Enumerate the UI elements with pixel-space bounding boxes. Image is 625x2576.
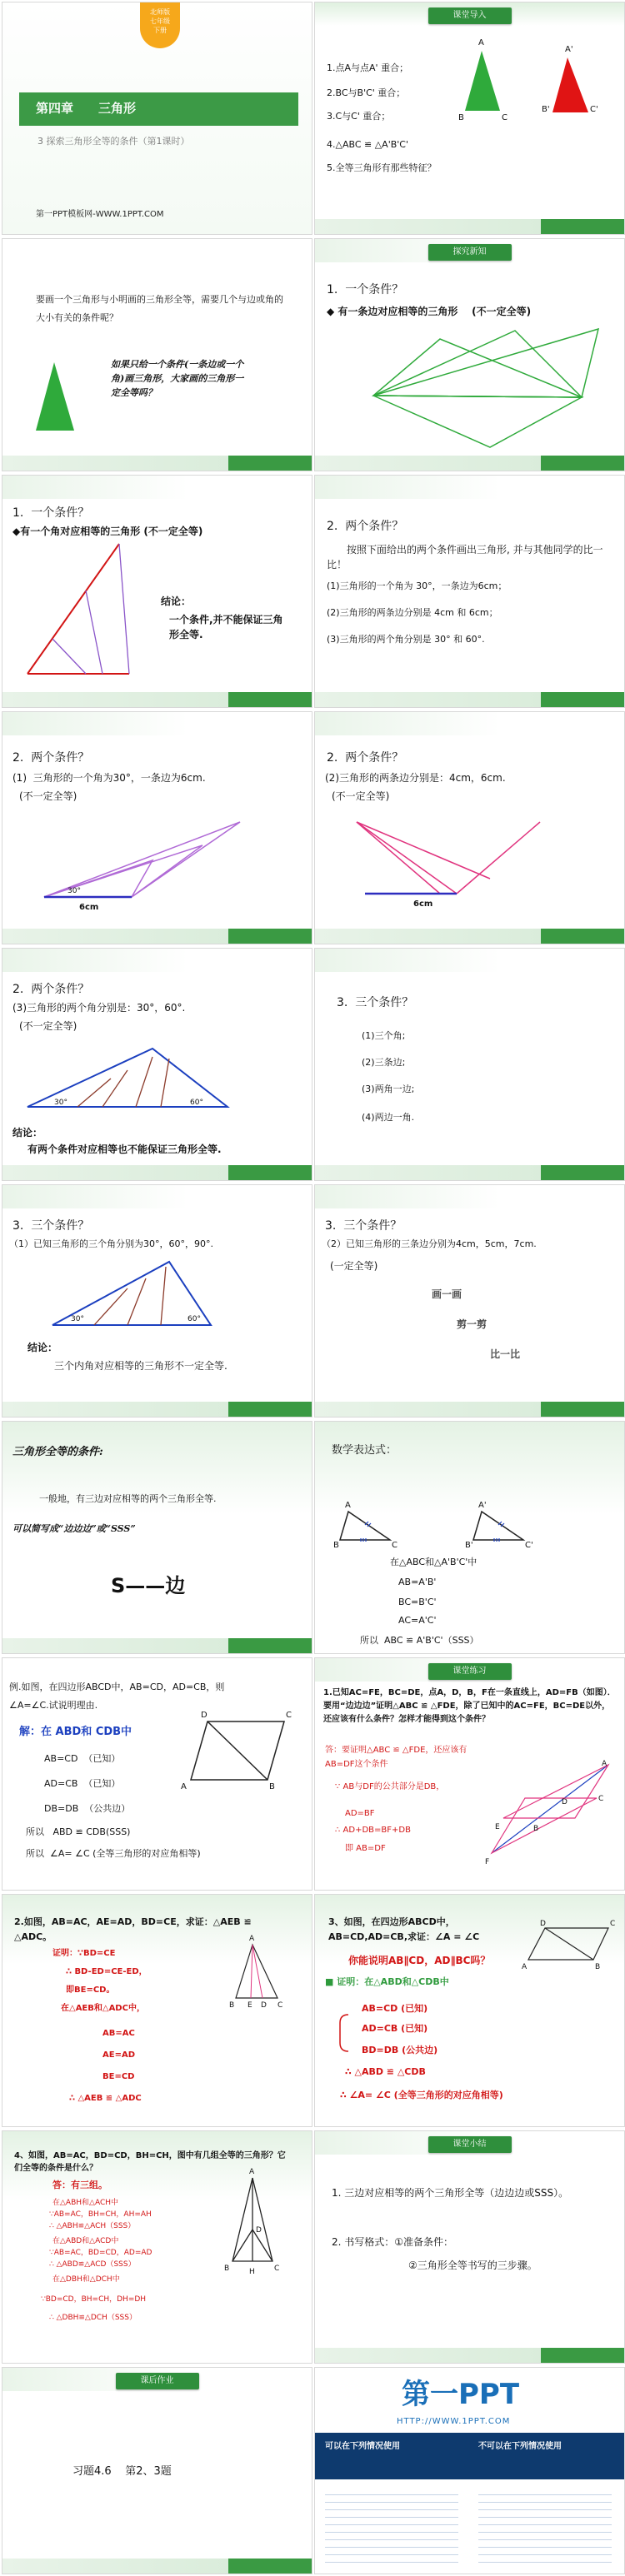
practice-3-proof-2: AD=CB (已知): [362, 2023, 428, 2034]
practice-4-answer-2: ∵AB=AC，BH=CH，AH=AH: [49, 2210, 152, 2219]
conclusion-label: 结论：: [161, 595, 192, 607]
footer-text: 第一PPT模板网-WWW.1PPT.COM: [36, 210, 164, 219]
label-b: B: [458, 113, 464, 122]
tag-practice: 课堂练习: [428, 1663, 512, 1680]
heading-two-conditions: 2. 两个条件？: [327, 520, 404, 533]
expr-line-4: AC=A'C': [398, 1615, 437, 1626]
label-b2: B': [465, 1541, 473, 1550]
chapter-title: 第四章 三角形: [36, 101, 137, 116]
practice-1-problem: 1.已知AC=FE，BC=DE，点A，D，B，F在一条直线上，AD=FB（如图）．要用“边边边”证明△ABC ≌ △FDE，除了已知中的AC=FE，BC=DE以外，还应该有什么条件？怎样才能得到这个条件？: [323, 1688, 616, 1724]
label-c: C: [610, 1920, 616, 1928]
two-angles-text: (3)三角形的两个角分别是：30°，60°.: [12, 1002, 186, 1014]
two-conditions-intro: 按照下面给出的两个条件画出三角形, 并与其他同学的比一比！: [327, 544, 603, 571]
three-item-2: (2)三条边;: [362, 1057, 406, 1068]
conclusion-text: 一个条件,并不能保证三角形全等.: [169, 614, 283, 640]
slide-math-expression: [314, 1421, 625, 1654]
heading-one-condition: 1. 一个条件？: [327, 283, 404, 296]
question-text: 要画一个三角形与小明画的三角形全等，需要几个与边或角的大小有关的条件呢？: [36, 294, 283, 323]
tag-homework: 课后作业: [116, 2373, 199, 2389]
slide-practice-2: [2, 1894, 312, 2127]
two-sides-figure: [315, 712, 625, 944]
label-d: D: [201, 1711, 208, 1720]
practice-4-answer-0: 答：有三组。: [52, 2180, 108, 2190]
slide-practice-4: [2, 2130, 312, 2364]
one-angle-text: ◆有一个角对应相等的三角形 (不一定全等): [12, 526, 203, 537]
practice-3-proof-4: ∴ △ABD ≌ △CDB: [345, 2066, 426, 2077]
summary-line-2: 2. 书写格式：①准备条件：: [332, 2236, 454, 2248]
practice-4-answer-9: ∴ △DBH≌△DCH（SSS）: [49, 2314, 137, 2322]
slide-two-sides: [314, 711, 625, 944]
angle-30-b: 30°: [71, 1315, 84, 1323]
practice-4-answer-7: 在△DBH和△DCH中: [52, 2275, 120, 2284]
label-f: F: [485, 1858, 490, 1866]
slide-question: [2, 238, 312, 471]
three-sides-note: (一定全等): [330, 1260, 378, 1272]
slide-sss-rule: [2, 1421, 312, 1654]
angle-label: 30°: [68, 887, 81, 895]
practice-4-answer-4: 在△ABD和△ACD中: [52, 2237, 119, 2245]
three-sides-text: （2）已知三角形的三条边分别为4cm，5cm，7cm.: [322, 1238, 537, 1249]
slide-practice-1: [314, 1657, 625, 1891]
angle-side-figure: [2, 712, 312, 944]
three-item-4: (4)两边一角.: [362, 1112, 415, 1123]
label-h: H: [249, 2268, 255, 2276]
heading-two-1: 2. 两个条件？: [12, 751, 90, 765]
slide-three-angles: [2, 1184, 312, 1418]
slide-two-angles: [2, 948, 312, 1181]
expr-line-1: 在△ABC和△A'B'C'中: [390, 1557, 478, 1567]
intro-line-5: 5.全等三角形有那些特征？: [327, 162, 437, 173]
label-d: D: [256, 2226, 262, 2235]
slide-title: [2, 2, 312, 235]
slide-three-sides: [314, 1184, 625, 1418]
slide-angle-side: [2, 711, 312, 944]
slide-intro: [314, 2, 625, 235]
logo-url: HTTP://WWW.1PPT.COM: [397, 2417, 511, 2426]
badge-text: 北师版 七年级 下册: [150, 8, 170, 34]
practice-4-problem: 4、如图，AB=AC，BD=CD，BH=CH，图中有几组全等的三角形？它们全等的条件是什么？: [14, 2151, 286, 2173]
two-angles-note: (不一定全等): [19, 1020, 78, 1032]
practice-2-proof-2: 即BE=CD。: [66, 1986, 115, 1995]
intro-line-4: 4.△ABC ≌ △A'B'C': [327, 139, 409, 150]
slide-one-side: [314, 238, 625, 471]
label-a: A: [249, 2168, 255, 2176]
practice-2-proof-0: 证明：∵BD=CE: [52, 1949, 116, 1958]
conclusion-label-3: 结论：: [28, 1342, 58, 1353]
expr-heading: 数学表达式：: [332, 1444, 398, 1457]
heading-three: 3. 三个条件？: [337, 996, 414, 1009]
action-compare: 比一比: [490, 1348, 521, 1360]
label-b: B: [229, 2001, 235, 2010]
intro-line-2: 2.BC与B'C' 重合；: [327, 87, 406, 98]
tag-summary: 课堂小结: [428, 2136, 512, 2153]
conclusion-text-2: 有两个条件对应相等也不能保证三角形全等.: [28, 1144, 222, 1155]
intro-triangles: [315, 2, 625, 235]
action-cut: 剪一剪: [457, 1318, 488, 1330]
link-list-2: [478, 2488, 612, 2564]
label-c: C: [278, 2001, 283, 2010]
heading-one-condition-2: 1. 一个条件？: [12, 506, 90, 520]
angle-side-text: (1) 三角形的一个角为30°，一条边为6cm.: [12, 772, 206, 784]
three-angles-text: （1）已知三角形的三个角分别为30°，60°，90°.: [9, 1238, 213, 1249]
two-sides-length: 6cm: [413, 899, 433, 909]
angle-side-note: (不一定全等): [19, 790, 78, 802]
intro-line-1: 1.点A与点A' 重合；: [327, 62, 409, 73]
practice-1-answer: 答：要证明△ABC ≌ △FDE，还应该有AB=DF这个条件: [325, 1746, 468, 1769]
practice-2-problem: 2.如图，AB=AC，AE=AD，BD=CE，求证：△AEB ≌ △ADC。: [14, 1916, 255, 1942]
practice-4-answer-8: ∵BD=CD，BH=CH，DH=DH: [41, 2295, 147, 2304]
logo-text: 第一PPT: [402, 2378, 520, 2411]
expr-line-5: 所以 ABC ≌ A'B'C'（SSS）: [360, 1635, 479, 1646]
practice-3-problem: 3、如图，在四边形ABCD中，AB=CD,AD=CB,求证：∠A = ∠C: [328, 1916, 480, 1942]
expr-line-3: BC=B'C': [398, 1597, 437, 1607]
green-triangle: [2, 239, 312, 471]
practice-3-proof-3: BD=DB (公共边): [362, 2045, 438, 2055]
slide-summary: [314, 2130, 625, 2364]
two-sides-text: (2)三角形的两条边分别是：4cm，6cm.: [325, 772, 506, 784]
heading-three-2: 3. 三个条件？: [12, 1219, 90, 1233]
practice-4-answer-5: ∵AB=AC，BD=CD，AD=AD: [49, 2249, 152, 2257]
label-c: C: [598, 1795, 604, 1803]
practice-2-proof-6: BE=CD: [102, 2072, 135, 2081]
three-angles-figure: [2, 1185, 312, 1418]
link-list-1: [325, 2488, 458, 2564]
practice-3-proof-5: ∴ ∠A= ∠C (全等三角形的对应角相等): [340, 2090, 503, 2100]
usage-forbidden: 不可以在下列情况使用: [478, 2442, 562, 2451]
practice-2-proof-7: ∴ △AEB ≌ △ADC: [69, 2094, 142, 2103]
label-c: C: [502, 113, 508, 122]
heading-three-3: 3. 三个条件？: [325, 1219, 402, 1233]
three-item-3: (3)两角一边;: [362, 1084, 415, 1094]
slide-three-conditions: [314, 948, 625, 1181]
section-title: 3 探索三角形全等的条件（第1课时）: [38, 136, 190, 147]
two-cond-item-1: (1)三角形的一个角为 30°，一条边为6cm；: [327, 580, 508, 591]
slide-one-angle: [2, 475, 312, 708]
practice-1-step-2: AD=BF: [345, 1809, 375, 1818]
label-c: C: [392, 1541, 398, 1550]
practice-1-figure: [315, 1658, 625, 1891]
label-b: B: [533, 1825, 539, 1833]
practice-4-figure: [2, 2131, 312, 2364]
action-draw: 画一画: [432, 1288, 462, 1300]
practice-4-answer-1: 在△ABH和△ACH中: [52, 2199, 118, 2207]
angle-30: 30°: [54, 1099, 68, 1107]
label-b: B: [595, 1963, 601, 1971]
summary-line-3: ②三角形全等书写的三步骤。: [408, 2260, 538, 2271]
practice-2-proof-1: ∴ BD-ED=CE-ED，: [66, 1967, 148, 1976]
practice-3-figure: [315, 1895, 625, 2127]
usage-allowed: 可以在下列情况使用: [325, 2442, 400, 2451]
two-cond-item-2: (2)三角形的两条边分别是 4cm 和 6cm；: [327, 607, 498, 618]
angle-60: 60°: [190, 1099, 203, 1107]
example-reason-3: DB=DB （公共边）: [44, 1803, 131, 1814]
practice-3-question: 你能说明AB∥CD，AD∥BC吗？: [348, 1955, 491, 1966]
summary-line-1: 1. 三边对应相等的两个三角形全等（边边边或SSS）。: [332, 2187, 569, 2199]
slide-logo: [314, 2367, 625, 2574]
label-a: A: [478, 38, 484, 47]
practice-1-step-4: 即 AB=DF: [345, 1844, 386, 1853]
heading-two-3: 2. 两个条件？: [12, 983, 90, 996]
label-a: A: [345, 1501, 351, 1510]
example-reason-5: 所以 ∠A= ∠C (全等三角形的对应角相等): [26, 1848, 201, 1859]
angle-60-b: 60°: [188, 1315, 201, 1323]
three-item-1: (1)三个角;: [362, 1030, 406, 1041]
two-cond-item-3: (3)三角形的两个角分别是 30° 和 60°.: [327, 634, 485, 645]
tag-intro: 课堂导入: [428, 7, 512, 24]
slide-homework: [2, 2367, 312, 2574]
label-a2: A': [565, 45, 573, 54]
conclusion-text-3: 三个内角对应相等的三角形不一定全等.: [54, 1360, 228, 1372]
label-b: B: [224, 2265, 230, 2273]
tag-explore: 探究新知: [428, 244, 512, 261]
label-b2: B': [542, 105, 550, 114]
label-b: B: [333, 1541, 339, 1550]
slide-practice-3: [314, 1894, 625, 2127]
length-label: 6cm: [79, 903, 99, 912]
label-b: B: [269, 1782, 275, 1791]
example-reason-1: AB=CD （已知）: [44, 1753, 121, 1764]
conclusion-label-2: 结论：: [12, 1127, 43, 1139]
label-d: D: [540, 1920, 546, 1928]
label-e: E: [248, 2001, 252, 2010]
practice-2-proof-5: AE=AD: [102, 2050, 135, 2060]
label-a: A: [522, 1963, 528, 1971]
question-note: 如果只给一个条件(一条边或一个角)画三角形，大家画的三角形一定全等吗？: [111, 359, 244, 398]
practice-1-step-3: ∴ AD+DB=BF+DB: [335, 1826, 411, 1835]
expr-line-2: AB=A'B': [398, 1577, 437, 1587]
two-sides-note: (不一定全等): [332, 790, 390, 802]
practice-4-answer-3: ∴ △ABH≌△ACH（SSS）: [49, 2222, 136, 2230]
practice-2-proof-3: 在△AEB和△ADC中，: [61, 2004, 145, 2013]
practice-3-proof-0: ■ 证明：在△ABD和△CDB中: [325, 1976, 449, 1987]
label-c2: C': [525, 1541, 533, 1550]
label-a: A: [249, 1935, 255, 1943]
example-reason-2: AD=CB （已知）: [44, 1778, 121, 1789]
practice-2-proof-4: AB=AC: [102, 2029, 135, 2038]
example-reason-4: 所以 ABD ≌ CDB(SSS): [26, 1826, 131, 1837]
homework-text: 习题4.6 第2、3题: [72, 2465, 172, 2478]
label-c2: C': [590, 105, 598, 114]
example-solution: 解：在 ABD和 CDB中: [19, 1726, 132, 1738]
label-a: A: [602, 1760, 608, 1768]
practice-3-proof-1: AB=CD (已知): [362, 2003, 428, 2014]
label-a2: A': [478, 1501, 487, 1510]
example-problem: 例.如图，在四边形ABCD中，AB=CD，AD=CB，则∠A=∠C.试说明理由.: [9, 1682, 225, 1711]
intro-line-3: 3.C与C' 重合；: [327, 111, 391, 122]
sss-shorthand: 可以简写成“边边边”或“SSS”: [12, 1523, 136, 1534]
practice-4-answer-6: ∴ △ABD≌△ACD（SSS）: [49, 2260, 136, 2269]
label-d: D: [261, 2001, 267, 2010]
label-c: C: [274, 2265, 280, 2273]
label-d: D: [562, 1798, 568, 1806]
slide-two-conditions-intro: [314, 475, 625, 708]
label-c: C: [286, 1711, 292, 1720]
sss-heading: 三角形全等的条件:: [12, 1446, 103, 1458]
label-a: A: [181, 1782, 187, 1791]
sss-big: S——边: [111, 1574, 186, 1597]
practice-1-step-1: ∵ AB与DF的公共部分是DB，: [335, 1782, 445, 1791]
slide-example: [2, 1657, 312, 1891]
label-e: E: [495, 1823, 500, 1831]
one-side-text: ◆ 有一条边对应相等的三角形 (不一定全等): [327, 306, 532, 317]
sss-statement: 一般地，有三边对应相等的两个三角形全等.: [39, 1493, 217, 1504]
heading-two-2: 2. 两个条件？: [327, 751, 404, 765]
one-angle-figure: [2, 476, 312, 708]
one-side-figure: [315, 239, 625, 471]
example-quadrilateral: [2, 1658, 312, 1891]
